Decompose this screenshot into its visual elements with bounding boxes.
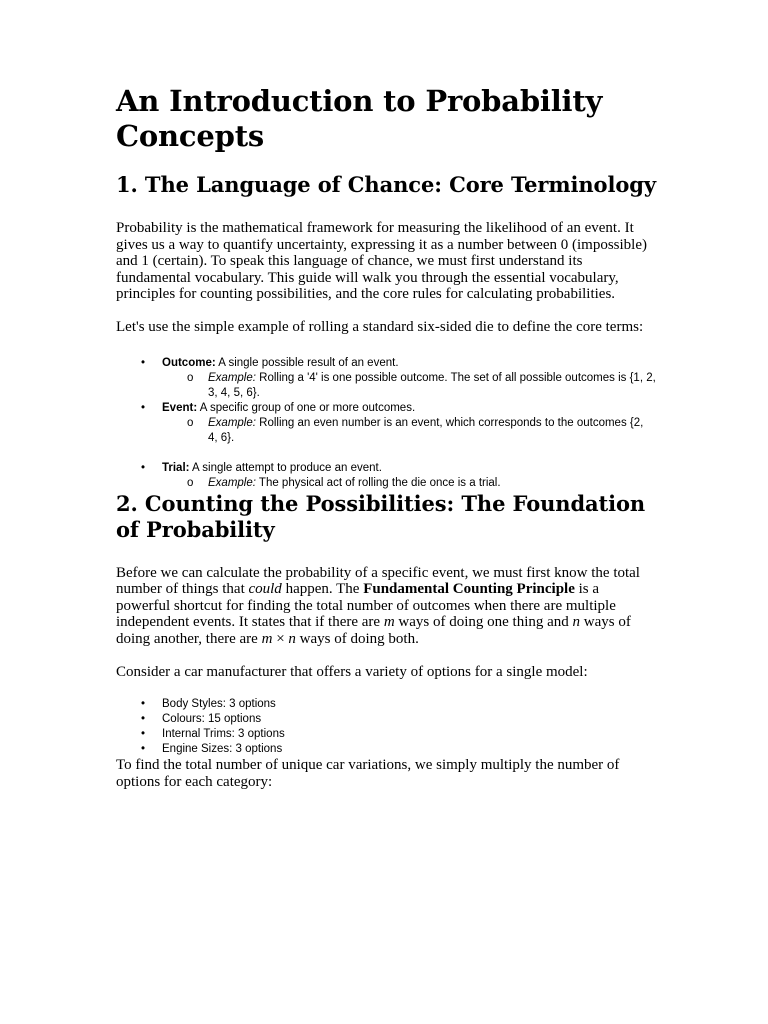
section-2-heading: 2. Counting the Possibilities: The Foundation of Probability — [116, 490, 646, 542]
example-list — [162, 371, 656, 401]
text-run: happen. The — [281, 581, 364, 598]
section-2-paragraph-2: Consider a car manufacturer that offers a variety of options for a single model: — [116, 663, 588, 680]
text-run: ways of doing both. — [295, 630, 419, 647]
emphasis-could: could — [248, 581, 282, 598]
variable-m: m — [383, 614, 395, 631]
bullet-icon: • — [141, 713, 146, 726]
variable-m: m — [261, 630, 273, 647]
sub-bullet-icon: o — [187, 371, 194, 384]
document-page — [116, 84, 656, 806]
example-label: Example: — [208, 416, 256, 429]
text-run: ways of doing another, there are — [116, 614, 631, 647]
text-run: Before we can calculate the probability of a specific event, we must first know the total number of things that — [116, 564, 640, 598]
example-text: Rolling a '4' is one possible outcome. The set of all possible outcomes is {1, 2, 3, 4, 5, 6}. — [208, 371, 656, 399]
option-text: Engine Sizes: 3 options — [162, 743, 283, 756]
example-list — [162, 476, 656, 491]
bullet-icon: • — [141, 698, 146, 711]
list-item — [162, 371, 656, 401]
list-item — [116, 461, 656, 491]
bullet-icon: • — [141, 728, 146, 741]
list-item — [116, 401, 656, 446]
example-label: Example: — [208, 371, 256, 384]
sub-bullet-icon: o — [187, 476, 194, 489]
section-2-paragraph-1 — [116, 565, 656, 648]
example-list — [162, 416, 656, 446]
options-list — [116, 697, 656, 757]
section-2-paragraph-3: To find the total number of unique car variations, we simply multiply the number of options for each category: — [116, 757, 620, 790]
list-item — [116, 697, 656, 712]
option-text: Body Styles: 3 options — [162, 698, 276, 711]
term-label: Outcome: — [162, 356, 216, 369]
list-item — [116, 712, 656, 727]
term-label: Event: — [162, 401, 198, 414]
variable-n: n — [288, 630, 296, 647]
section-1-intro: Probability is the mathematical framework for measuring the likelihood of an event. It gives us a way to quantify uncertainty, expressing it as a number between 0 (impossible) and 1 (certain). To speak this language of chance, we must first understand its fundamental vocabulary. This guide will walk you through the essential vocabulary, principles for counting possibilities, and the core rules for calculating probabilities. — [116, 220, 647, 303]
fundamental-counting-principle: Fundamental Counting Principle — [363, 581, 575, 598]
list-item — [162, 476, 656, 491]
term-definition: A specific group of one or more outcomes. — [197, 401, 416, 414]
term-definition: A single attempt to produce an event. — [189, 461, 382, 474]
list-item — [116, 356, 656, 401]
option-text: Colours: 15 options — [162, 713, 262, 726]
terms-list — [116, 356, 656, 491]
variable-n: n — [572, 614, 581, 631]
text-run: is a powerful shortcut for finding the total number of outcomes when there are multiple independent events. It states that if there are — [116, 581, 616, 631]
list-item — [162, 416, 656, 446]
text-run: ways of doing one thing and — [394, 614, 573, 631]
section-1-example-intro: Let's use the simple example of rolling a standard six-sided die to define the core terms: — [116, 318, 644, 335]
example-label: Example: — [208, 476, 256, 489]
bullet-icon: • — [141, 461, 146, 474]
document-title: An Introduction to Probability Concepts — [116, 84, 603, 153]
example-text: The physical act of rolling the die once is a trial. — [255, 476, 501, 489]
bullet-icon: • — [141, 743, 146, 756]
section-1-heading: 1. The Language of Chance: Core Terminology — [116, 172, 656, 197]
term-definition: A single possible result of an event. — [215, 356, 399, 369]
list-item — [116, 742, 656, 757]
list-item — [116, 727, 656, 742]
term-label: Trial: — [162, 461, 190, 474]
bullet-icon: • — [141, 401, 146, 414]
example-text: Rolling an even number is an event, which corresponds to the outcomes {2, 4, 6}. — [208, 416, 644, 444]
sub-bullet-icon: o — [187, 416, 194, 429]
option-text: Internal Trims: 3 options — [162, 728, 285, 741]
times-sign: × — [272, 630, 289, 647]
bullet-icon: • — [141, 356, 146, 369]
